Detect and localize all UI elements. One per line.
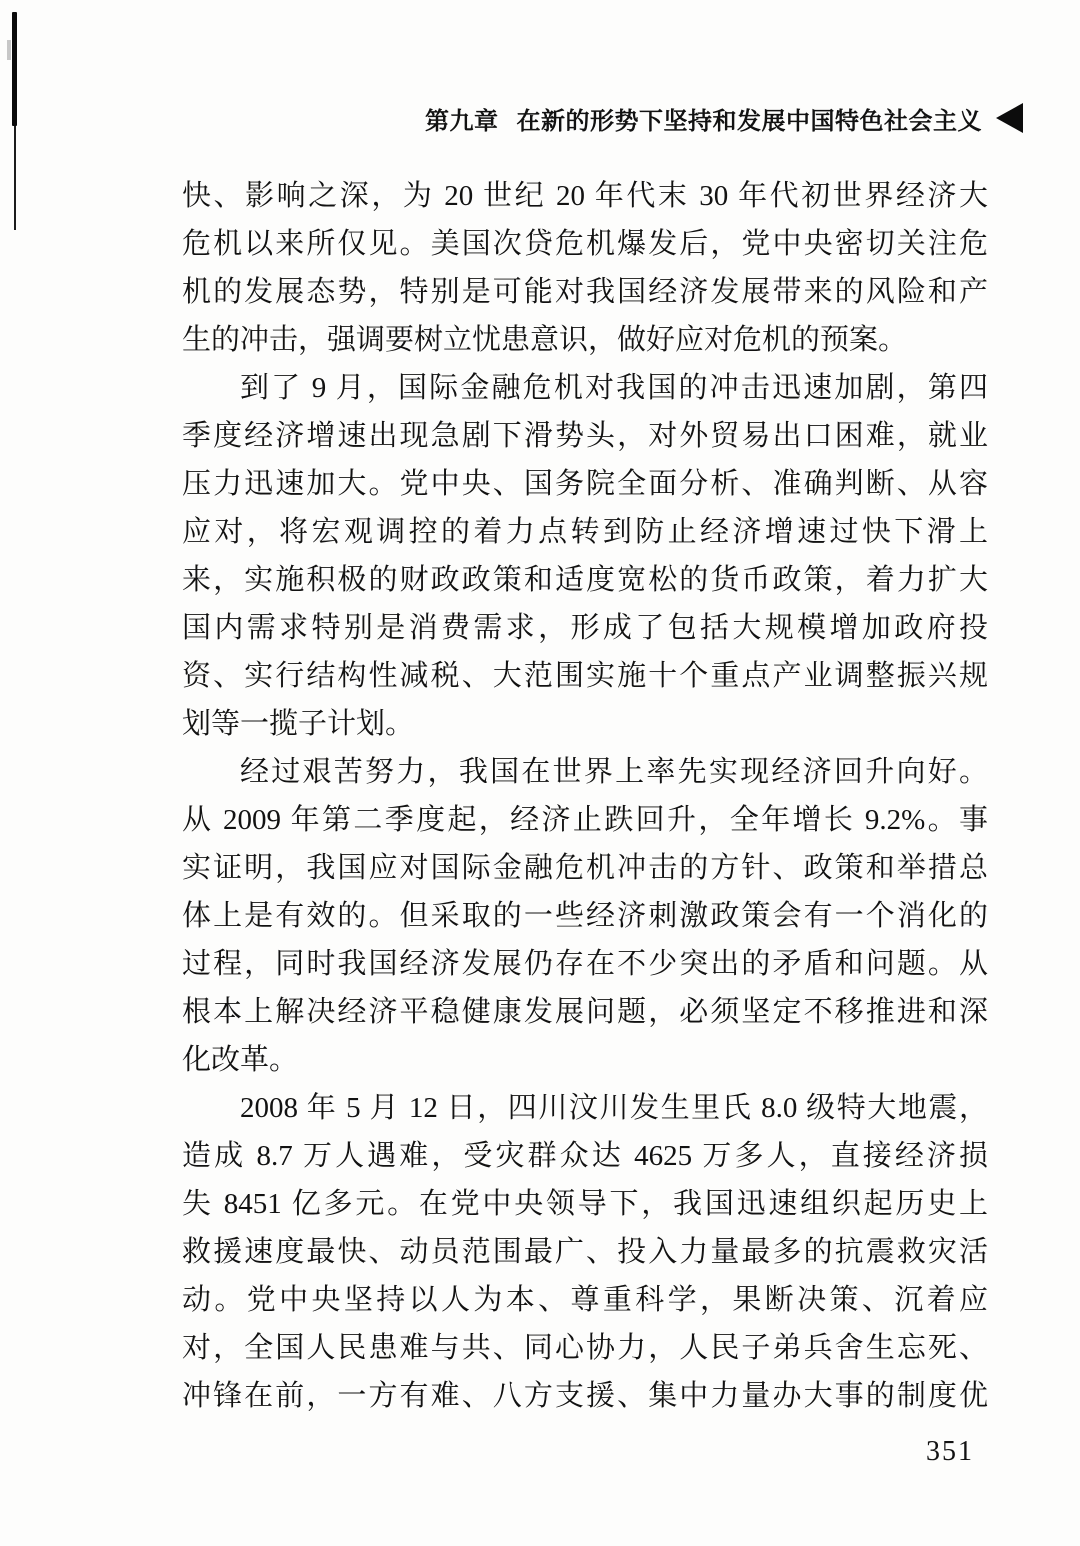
text-line: 实证明，我国应对国际金融危机冲击的方针、政策和举措总 [182,852,988,884]
text-line: 对，全国人民患难与共、同心协力，人民子弟兵舍生忘死、 [182,1332,988,1364]
text-line: 快、影响之深，为 20 世纪 20 年代末 30 年代初世界经济大 [182,180,988,212]
chapter-title: 在新的形势下坚持和发展中国特色社会主义 [516,108,982,135]
text-line: 从 2009 年第二季度起，经济止跌回升，全年增长 9.2%。事 [182,804,988,836]
text-line: 到了 9 月，国际金融危机对我国的冲击迅速加剧，第四 [240,372,988,404]
text-line: 危机以来所仅见。美国次贷危机爆发后，党中央密切关注危 [182,228,988,260]
text-line: 根本上解决经济平稳健康发展问题，必须坚定不移推进和深 [182,996,988,1028]
body-text [182,172,988,1420]
page-number: 351 [926,1436,974,1467]
text-line: 冲锋在前，一方有难、八方支援、集中力量办大事的制度优 [182,1380,988,1412]
text-line: 划等一揽子计划。 [182,708,415,740]
text-line: 过程，同时我国经济发展仍存在不少突出的矛盾和问题。从 [182,948,988,980]
scan-artifact-smudge [7,40,11,60]
text-line: 经过艰苦努力，我国在世界上率先实现经济回升向好。 [240,756,988,788]
text-line: 来，实施积极的财政政策和适度宽松的货币政策，着力扩大 [182,564,988,596]
text-line: 国内需求特别是消费需求，形成了包括大规模增加政府投 [182,612,988,644]
text-line: 化改革。 [182,1044,299,1076]
text-line: 造成 8.7 万人遇难，受灾群众达 4625 万多人，直接经济损 [182,1140,988,1172]
text-line: 2008 年 5 月 12 日，四川汶川发生里氏 8.0 级特大地震， [240,1092,988,1124]
text-line: 机的发展态势，特别是可能对我国经济发展带来的风险和产 [182,276,988,308]
chapter-number-label: 第九章 [425,108,499,135]
scan-artifact-line [14,126,16,230]
text-line: 动。党中央坚持以人为本、尊重科学，果断决策、沉着应 [182,1284,988,1316]
running-header [425,100,1023,136]
left-triangle-icon [996,103,1023,133]
scan-artifact-bar [12,12,17,126]
text-line: 失 8451 亿多元。在党中央领导下，我国迅速组织起历史上 [182,1188,988,1220]
text-line: 资、实行结构性减税、大范围实施十个重点产业调整振兴规 [182,660,988,692]
text-line: 应对，将宏观调控的着力点转到防止经济增速过快下滑上 [182,516,988,548]
text-line: 压力迅速加大。党中央、国务院全面分析、准确判断、从容 [182,468,988,500]
text-line: 生的冲击，强调要树立忧患意识，做好应对危机的预案。 [182,324,908,356]
text-line: 体上是有效的。但采取的一些经济刺激政策会有一个消化的 [182,900,988,932]
text-line: 救援速度最快、动员范围最广、投入力量最多的抗震救灾活 [182,1236,988,1268]
text-line: 季度经济增速出现急剧下滑势头，对外贸易出口困难，就业 [182,420,988,452]
